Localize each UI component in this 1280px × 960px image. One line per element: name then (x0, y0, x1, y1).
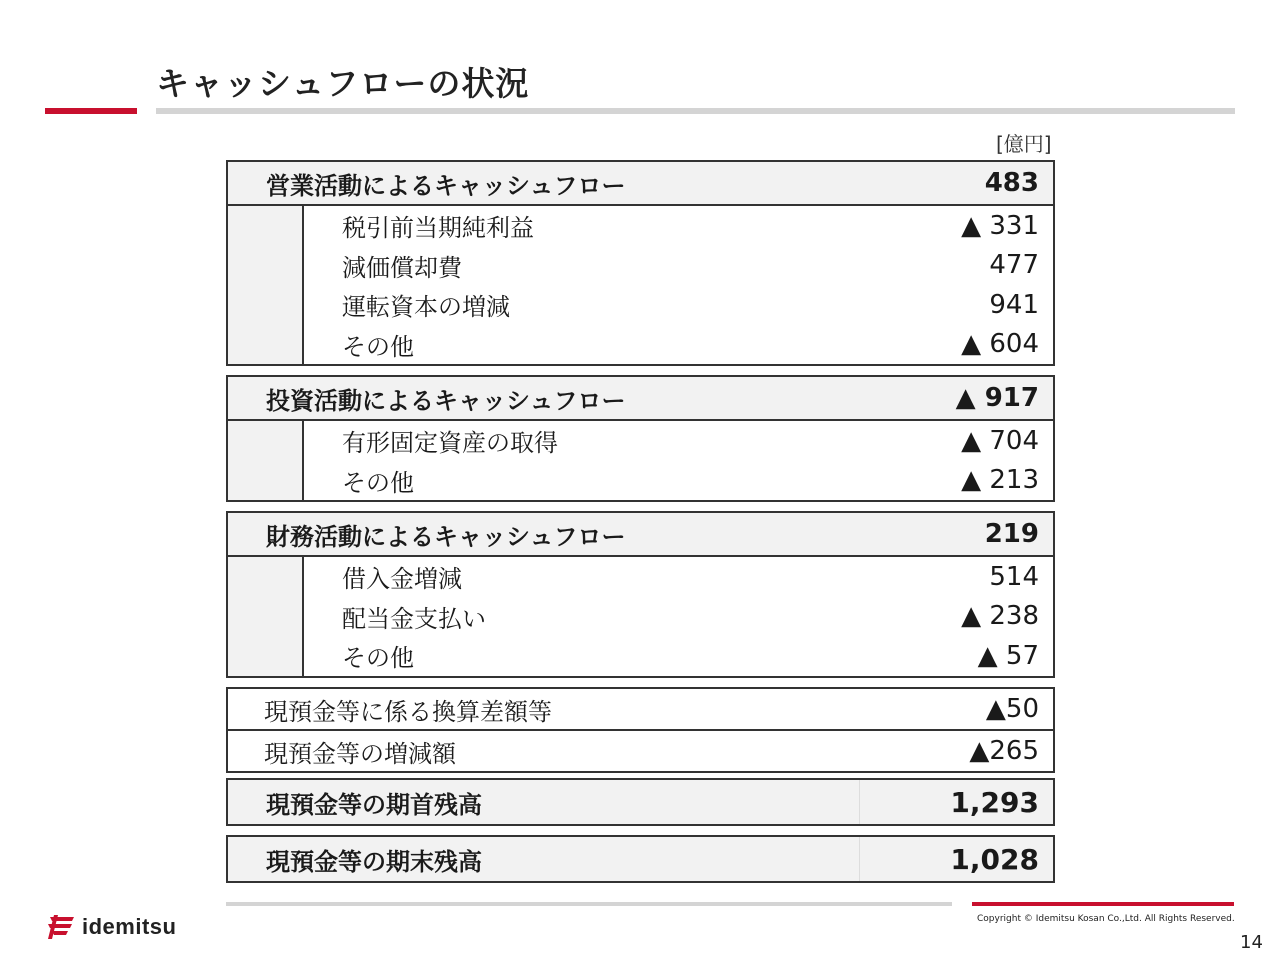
beginning-balance-label: 現預金等の期首残高 (228, 780, 860, 824)
footer-accent-rule (972, 902, 1234, 906)
line-item-label: 有形固定資産の取得 (342, 429, 558, 458)
idemitsu-logo-icon (46, 914, 76, 940)
financing-cf-label: 財務活動によるキャッシュフロー (266, 522, 626, 551)
investing-cf-header (228, 377, 1053, 421)
fx-difference-row (228, 689, 1053, 729)
financing-cf-value: 219 (984, 519, 1039, 549)
ending-balance-value: 1,028 (860, 837, 1053, 881)
line-item-label: 借入金増減 (342, 565, 462, 594)
beginning-balance-value: 1,293 (860, 780, 1053, 824)
line-item-value: ▲ 704 (961, 425, 1039, 456)
fx-difference-label: 現預金等に係る換算差額等 (264, 697, 552, 726)
page-title: キャッシュフローの状況 (156, 64, 530, 103)
line-item-label: その他 (342, 468, 414, 497)
line-item (342, 461, 1039, 501)
logo-wordmark: idemitsu (82, 914, 177, 939)
line-item-value: ▲ 238 (961, 601, 1039, 632)
line-item-value: 941 (989, 289, 1039, 320)
line-item-label: 減価償却費 (342, 253, 462, 282)
footer-rule (226, 902, 952, 906)
operating-cf-label: 営業活動によるキャッシュフロー (266, 171, 626, 200)
line-item-label: その他 (342, 644, 414, 673)
line-item-label: 税引前当期純利益 (342, 214, 534, 243)
indent-cell (228, 421, 304, 500)
operating-cf-block (226, 160, 1055, 366)
line-item (342, 325, 1039, 365)
line-item-label: その他 (342, 332, 414, 361)
line-item (342, 636, 1039, 676)
line-item-label: 配当金支払い (342, 604, 486, 633)
investing-cf-value: ▲ 917 (955, 383, 1039, 413)
line-item-value: ▲ 57 (977, 640, 1039, 671)
line-item-label: 運転資本の増減 (342, 293, 510, 322)
title-rule (156, 108, 1235, 114)
net-change-row (228, 729, 1053, 771)
ending-balance-label: 現預金等の期末残高 (228, 837, 860, 881)
misc-block (226, 687, 1055, 773)
investing-cf-block (226, 375, 1055, 502)
net-change-label: 現預金等の増減額 (264, 739, 456, 768)
line-item (342, 597, 1039, 637)
financing-cf-block (226, 511, 1055, 678)
ending-balance-row (226, 835, 1055, 883)
title-accent-bar (45, 108, 137, 114)
line-item (342, 206, 1039, 246)
beginning-balance-row (226, 778, 1055, 826)
line-item (342, 421, 1039, 461)
fx-difference-value: ▲50 (985, 694, 1039, 724)
line-item-value: ▲ 213 (961, 465, 1039, 496)
financing-cf-header (228, 513, 1053, 557)
line-item-value: 514 (989, 561, 1039, 592)
operating-cf-header (228, 162, 1053, 206)
line-item (342, 557, 1039, 597)
copyright-text: Copyright © Idemitsu Kosan Co.,Ltd. All Rights Reserved. (977, 914, 1235, 924)
line-item (342, 246, 1039, 286)
unit-label: [億円] (996, 132, 1052, 156)
page-number: 14 (1240, 932, 1263, 953)
indent-cell (228, 557, 304, 676)
indent-cell (228, 206, 304, 364)
investing-cf-label: 投資活動によるキャッシュフロー (266, 386, 626, 415)
line-item (342, 285, 1039, 325)
company-logo (46, 914, 176, 940)
line-item-value: 477 (989, 250, 1039, 281)
line-item-value: ▲ 604 (961, 329, 1039, 360)
line-item-value: ▲ 331 (961, 210, 1039, 241)
net-change-value: ▲265 (969, 736, 1039, 766)
operating-cf-value: 483 (984, 168, 1039, 198)
